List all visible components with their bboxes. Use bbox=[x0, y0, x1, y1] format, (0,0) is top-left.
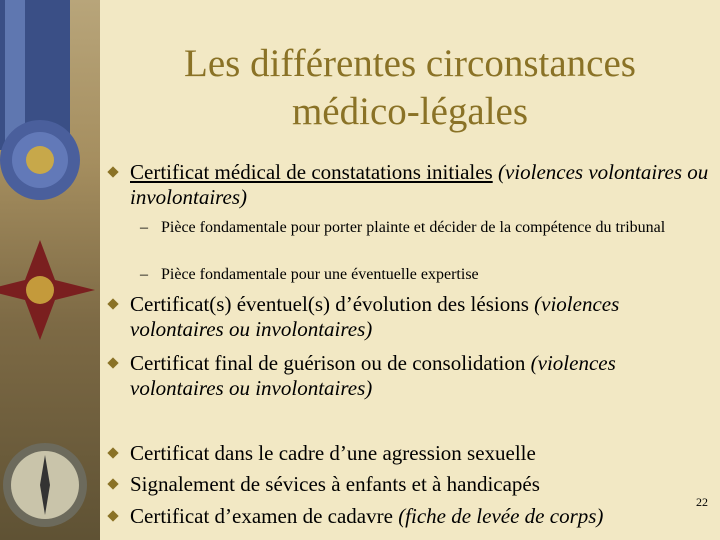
bullet-diamond-icon bbox=[107, 478, 118, 489]
bullet-diamond-icon bbox=[107, 447, 118, 458]
title-line-2: médico-légales bbox=[291, 90, 529, 133]
list-item bbox=[109, 504, 709, 529]
list-item bbox=[109, 351, 709, 401]
medal-image bbox=[0, 0, 100, 540]
bullet-diamond-icon bbox=[107, 510, 118, 521]
title-line-1: Les différentes circonstances bbox=[184, 42, 636, 85]
bullet-diamond-icon bbox=[107, 166, 118, 177]
bullet-diamond-icon bbox=[107, 357, 118, 368]
list-item-text: Certificat d’examen de cadavre (fiche de levée de corps) bbox=[130, 504, 604, 528]
page-title bbox=[110, 40, 710, 136]
list-item-text: Certificat dans le cadre d’une agression sexuelle bbox=[130, 441, 536, 465]
list-item bbox=[109, 292, 709, 342]
list-item bbox=[109, 472, 709, 497]
list-item-text: Signalement de sévices à enfants et à handicapés bbox=[130, 472, 540, 496]
list-item-text: Certificat(s) éventuel(s) d’évolution des lésions (violences volontaires ou involontaires) bbox=[130, 292, 620, 341]
list-item bbox=[109, 441, 709, 466]
sub-item: – Pièce fondamentale pour porter plainte et décider de la compétence du tribunal bbox=[140, 219, 666, 236]
bullet-diamond-icon bbox=[107, 298, 118, 309]
sub-item: – Pièce fondamentale pour une éventuelle expertise bbox=[140, 266, 479, 283]
list-item-text: Certificat médical de constatations initiales (violences volontaires ou involontaires) bbox=[130, 160, 709, 209]
list-item-text: Certificat final de guérison ou de consolidation (violences volontaires ou involontaires) bbox=[130, 351, 616, 400]
list-item bbox=[109, 160, 709, 210]
page-number: 22 bbox=[696, 495, 708, 509]
